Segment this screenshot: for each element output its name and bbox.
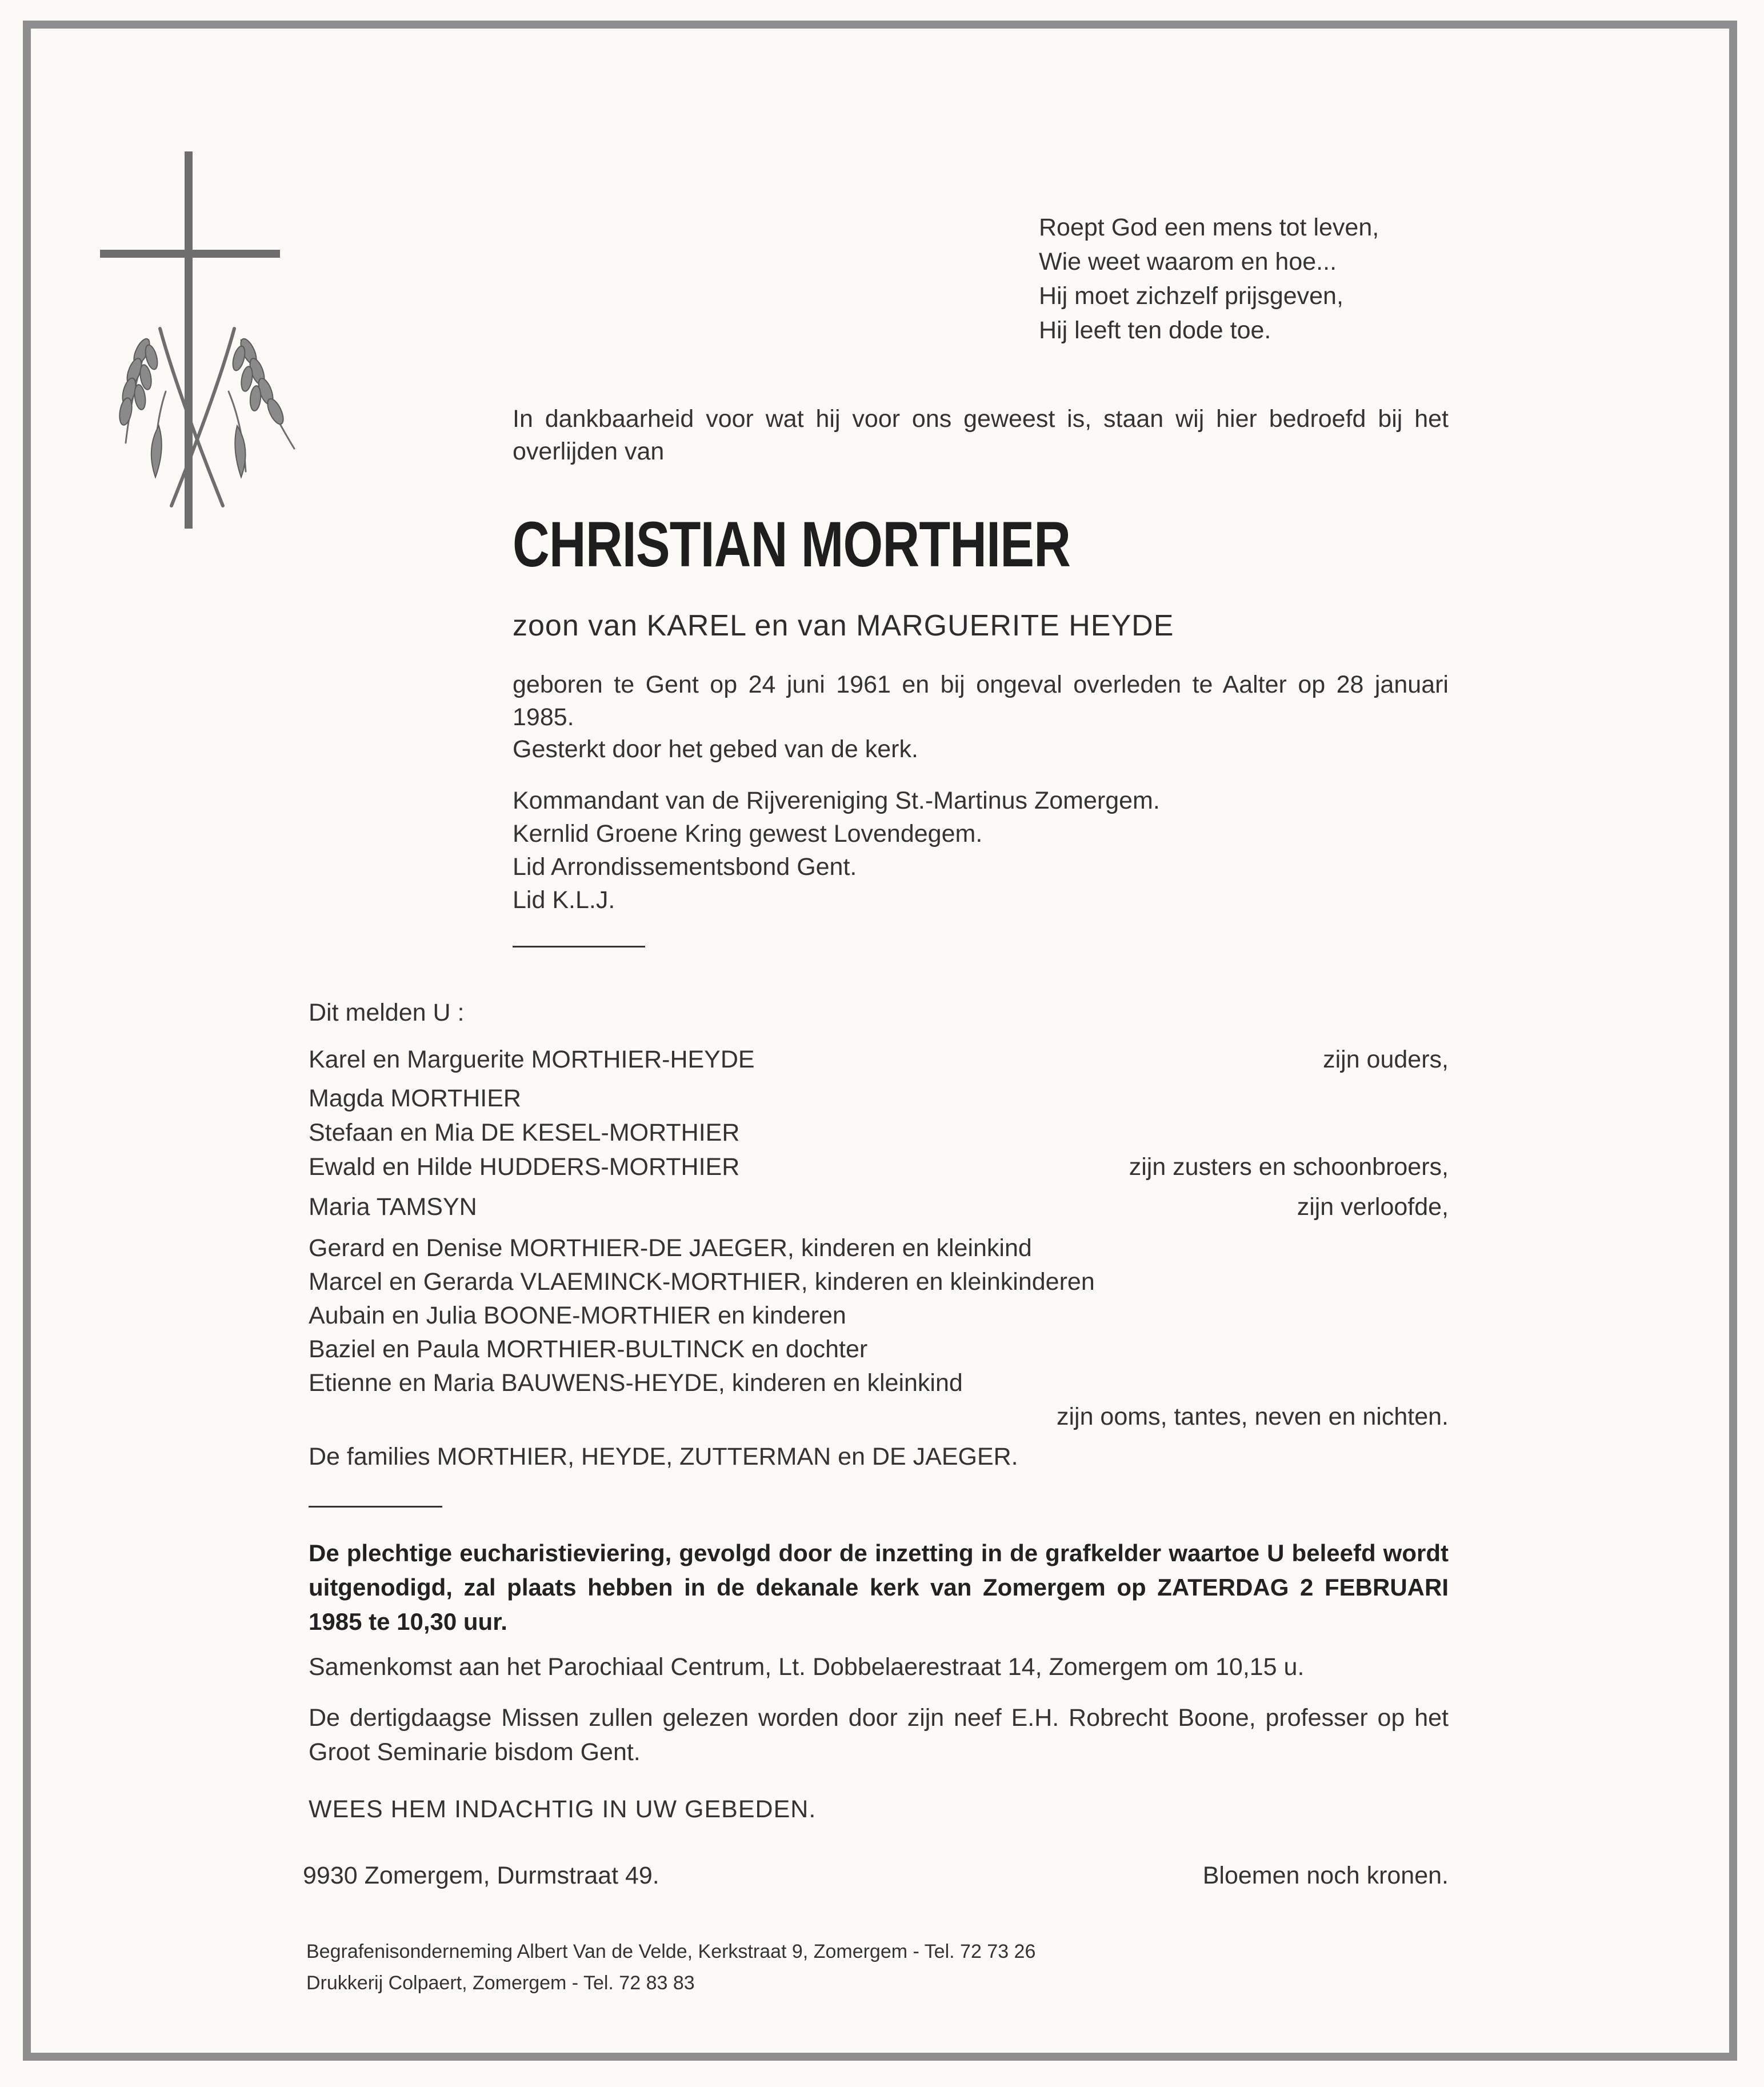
- flowers-text: Bloemen noch kronen.: [1202, 1862, 1449, 1889]
- meeting-text: Samenkomst aan het Parochiaal Centrum, Lt. Dobbelaerestraat 14, Zomergem om 10,15 u.: [309, 1653, 1305, 1681]
- family-names: Gerard en Denise MORTHIER-DE JAEGER, kinderen en kleinkind: [309, 1234, 1032, 1262]
- divider: [309, 1506, 442, 1508]
- family-names: Stefaan en Mia DE KESEL-MORTHIER: [309, 1119, 740, 1146]
- family-row: [309, 1302, 1449, 1336]
- family-names: Etienne en Maria BAUWENS-HEYDE, kinderen en kleinkind: [309, 1369, 963, 1397]
- birth-death-text: geboren te Gent op 24 juni 1961 en bij ongeval overleden te Aalter op 28 januari 1985.: [513, 671, 1449, 731]
- family-row: [309, 1336, 1449, 1370]
- poem: [1039, 210, 1379, 347]
- strengthened-text: Gesterkt door het gebed van de kerk.: [513, 735, 918, 763]
- footer: [306, 1936, 1035, 1999]
- family-row: [309, 1046, 1449, 1080]
- masses-text: De dertigdaagse Missen zullen gelezen worden door zijn neef E.H. Robrecht Boone, professer op het Groot Seminarie bisdom Gent.: [309, 1704, 1449, 1766]
- intro-text: In dankbaarheid voor wat hij voor ons geweest is, staan wij hier bedroefd bij het overlijden van: [513, 405, 1449, 465]
- deceased-name: CHRISTIAN MORTHIER: [513, 509, 1071, 580]
- divider: [513, 946, 645, 947]
- function-item: Kernlid Groene Kring gewest Lovendegem.: [513, 820, 983, 847]
- family-row: [309, 1443, 1449, 1477]
- family-row: [309, 1153, 1449, 1188]
- parents-line: zoon van KAREL en van MARGUERITE HEYDE: [513, 609, 1174, 642]
- family-row: [309, 1234, 1449, 1269]
- family-row: [309, 1085, 1449, 1119]
- family-names: Aubain en Julia BOONE-MORTHIER en kinderen: [309, 1302, 846, 1329]
- family-row: [309, 1403, 1449, 1437]
- function-item: Lid K.L.J.: [513, 886, 615, 914]
- funeral-home-line: Begrafenisonderneming Albert Van de Velde, Kerkstraat 9, Zomergem - Tel. 72 73 26: [306, 1941, 1036, 1962]
- family-row: [309, 1369, 1449, 1404]
- address-text: 9930 Zomergem, Durmstraat 49.: [303, 1862, 659, 1889]
- poem-line: Hij moet zichzelf prijsgeven,: [1039, 282, 1343, 310]
- remember-text: WEES HEM INDACHTIG IN UW GEBEDEN.: [309, 1796, 817, 1823]
- family-row: [309, 1193, 1449, 1228]
- family-names: Magda MORTHIER: [309, 1085, 521, 1112]
- family-names: Karel en Marguerite MORTHIER-HEYDE: [309, 1046, 755, 1073]
- poem-line: Roept God een mens tot leven,: [1039, 214, 1379, 241]
- family-relation: zijn verloofde,: [1297, 1193, 1449, 1221]
- family-names: De families MORTHIER, HEYDE, ZUTTERMAN en DE JAEGER.: [309, 1443, 1018, 1470]
- family-names: Maria TAMSYN: [309, 1193, 477, 1221]
- family-relation: zijn ouders,: [1323, 1046, 1449, 1073]
- family-relation: zijn ooms, tantes, neven en nichten.: [1056, 1403, 1449, 1430]
- cross-with-wheat-icon: [91, 151, 309, 540]
- service-announcement: De plechtige eucharistieviering, gevolgd door de inzetting in de grafkelder waartoe U beleefd wordt uitgenodigd, zal plaats hebben in de dekanale kerk van Zomergem op ZATERDAG 2 FEBRUARI 1985 te 10,30 uur.: [309, 1540, 1449, 1635]
- poem-line: Hij leeft ten dode toe.: [1039, 317, 1271, 344]
- functions-list: [513, 784, 1160, 917]
- family-names: Baziel en Paula MORTHIER-BULTINCK en dochter: [309, 1336, 868, 1363]
- poem-line: Wie weet waarom en hoe...: [1039, 248, 1337, 275]
- family-relation: zijn zusters en schoonbroers,: [1129, 1153, 1449, 1181]
- function-item: Kommandant van de Rijvereniging St.-Martinus Zomergem.: [513, 787, 1160, 814]
- family-names: Ewald en Hilde HUDDERS-MORTHIER: [309, 1153, 740, 1181]
- function-item: Lid Arrondissementsbond Gent.: [513, 853, 857, 881]
- family-names: Marcel en Gerarda VLAEMINCK-MORTHIER, kinderen en kleinkinderen: [309, 1268, 1095, 1296]
- printer-line: Drukkerij Colpaert, Zomergem - Tel. 72 83 83: [306, 1972, 695, 1994]
- announce-text: Dit melden U :: [309, 999, 465, 1026]
- family-row: [309, 1119, 1449, 1153]
- family-row: [309, 1268, 1449, 1302]
